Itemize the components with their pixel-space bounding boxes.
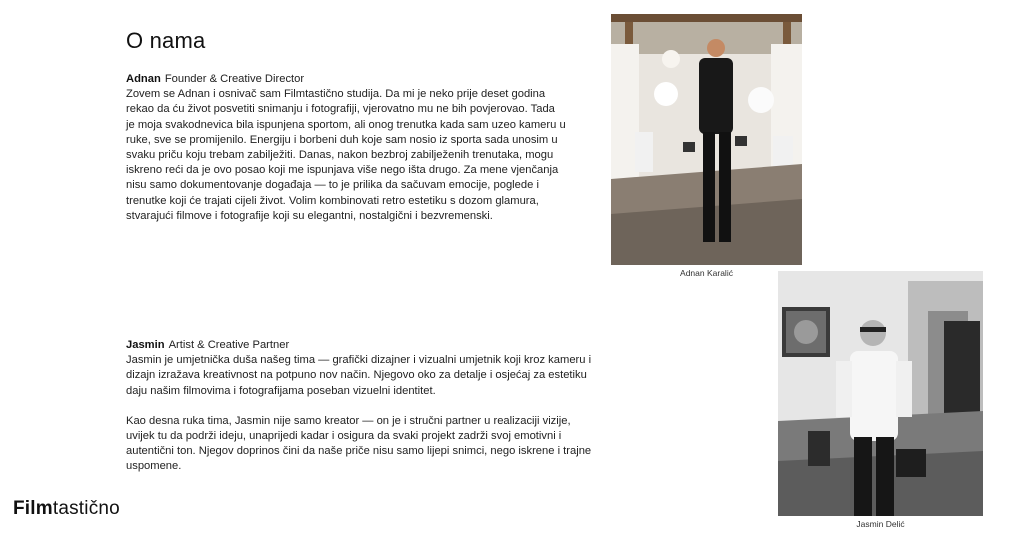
photo-caption-jasmin: Jasmin Delić xyxy=(856,519,905,529)
photo-caption-adnan: Adnan Karalić xyxy=(680,268,733,278)
brand-logo-regular: tastično xyxy=(52,498,120,519)
photographer-portrait-image xyxy=(611,14,802,265)
member-name: Jasmin xyxy=(126,339,165,351)
bio-paragraph: Jasmin je umjetnička duša našeg tima — grafički dizajner i vizualni umjetnik koji kroz kameru i dizajn izražava kreativnost na potpuno nov način. Njegovo oko za detalje i osjećaj za estetiku daju našim filmovima i fotografijama poseban vizuelni identitet. xyxy=(126,354,592,397)
member-role: Artist & Creative Partner xyxy=(168,339,290,351)
artist-portrait-image xyxy=(778,271,983,516)
brand-logo-bold: Film xyxy=(13,498,53,519)
member-name: Adnan xyxy=(126,73,161,85)
bio-jasmin xyxy=(126,338,596,475)
photo-adnan xyxy=(611,14,802,265)
bio-paragraph: Kao desna ruka tima, Jasmin nije samo kreator — on je i stručni partner u realizaciji vizije, uvijek tu da podrži ideju, unaprijedi kadar i osigura da svaki projekt zadrži svoj emotivni i autentični ton. Njegov doprinos čini da naše priče nisu samo lijepi snimci, nego iskrene i trajne uspomene. xyxy=(126,414,592,473)
bio-header xyxy=(126,72,566,87)
bio-paragraph: Zovem se Adnan i osnivač sam Filmtastično studija. Da mi je neko prije deset godina rekao da ću život posvetiti snimanju i fotografiji, vjerovatno mu ne bih povjerovao. Tada je moja svakodnevica bila ispunjena sportom, ali onog trenutka kada sam uzeo kameru u ruke, sve se promijenilo. Energiju i borbeni duh koje sam nosio iz sporta sada unosim u svaku priču koju trebam zabilježiti. Danas, nakon bezbroj zabilježenih trenutaka, mogu iskreno reći da je ovo posao koji me ispunjava više nego išta drugo. Za mene vjenčanja nisu samo dokumentovanje događaja — to je prilika da sačuvam emocije, poglede i trenutke koji će trajati cijeli život. Volim kombinovati retro estetiku s dozom glamura, stvarajući filmove i fotografije koji su elegantni, nostalgični i bezvremenski. xyxy=(126,88,566,222)
page-title: O nama xyxy=(126,28,206,53)
bio-adnan xyxy=(126,72,566,224)
member-role: Founder & Creative Director xyxy=(164,73,305,85)
photo-jasmin xyxy=(778,271,983,516)
brand-logo xyxy=(13,498,120,520)
bio-header xyxy=(126,338,596,353)
